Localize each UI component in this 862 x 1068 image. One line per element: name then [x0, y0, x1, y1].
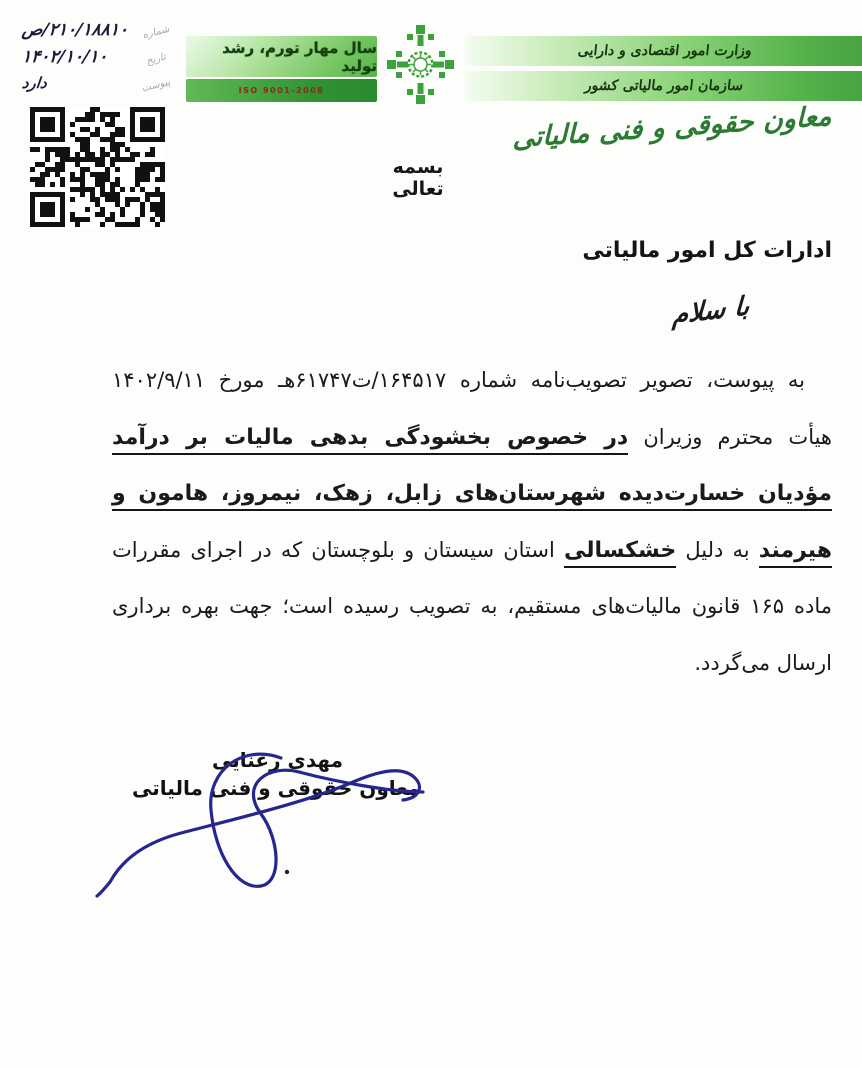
- deputy-calligraphy: معاون حقوقی و فنی مالیاتی: [512, 100, 832, 155]
- ministry-banner: [465, 36, 862, 66]
- body-segment: به دلیل: [676, 537, 759, 562]
- body-line-4: [112, 538, 832, 595]
- qr-code: [30, 107, 165, 228]
- body-segment: استان سیستان و بلوچستان که در اجرای مقررات: [112, 537, 564, 562]
- body-segment-emphasis: هیرمند: [759, 538, 832, 568]
- salutation-handwriting: با سلام: [671, 291, 751, 331]
- ref-date-row: [22, 47, 174, 67]
- body-segment: ماده ۱۶۵ قانون مالیات‌های مستقیم، به تصویب رسیده است؛ جهت بهره برداری: [112, 594, 832, 618]
- iso-badge-text: ISO 9001-2008: [238, 86, 325, 95]
- reference-block: [22, 20, 174, 99]
- tax-org-banner: [465, 71, 862, 101]
- body-segment-emphasis: در خصوص بخشودگی بدهی مالیات بر درآمد: [112, 425, 628, 455]
- body-line-6: [112, 651, 832, 708]
- ministry-banner-text: وزارت امور اقتصادی و دارایی: [575, 43, 752, 59]
- year-slogan-banner: [186, 36, 377, 77]
- ref-attachment-label: پیوست: [140, 76, 172, 95]
- body-line-2: [112, 425, 832, 482]
- ref-attachment-row: [21, 74, 174, 95]
- tax-org-banner-text: سازمان امور مالیاتی کشور: [583, 78, 744, 94]
- ref-number-value: ۲۱۰/۱۸۸۱۰/ص: [20, 20, 130, 40]
- tax-organization-logo-icon: [383, 21, 458, 108]
- body-segment-emphasis: مؤدیان خسارت‌دیده شهرستان‌های زابل، زهک، نیمروز، هامون و: [112, 481, 832, 511]
- signature-name: مهدی رعنایی: [211, 748, 344, 772]
- signature-title: معاون حقوقی و فنی مالیاتی: [132, 776, 420, 800]
- slogan-banner-group: [186, 36, 377, 102]
- org-banner-group: [465, 36, 862, 106]
- body-segment: به پیوست، تصویر تصویب‌نامه شماره ۱۶۴۵۱۷/ت۶۱۷۴۷هـ مورخ ۱۴۰۲/۹/۱۱: [112, 368, 805, 392]
- body-line-3: [112, 481, 832, 538]
- ref-date-label: تاریخ: [145, 51, 167, 68]
- recipient-title: ادارات کل امور مالیاتی: [582, 238, 832, 263]
- ref-attachment-value: دارد: [21, 74, 48, 92]
- iso-badge: [186, 79, 377, 102]
- letter-body: [112, 368, 832, 707]
- signature-block: [132, 748, 420, 800]
- ref-date-value: ۱۴۰۲/۱۰/۱۰: [20, 47, 109, 67]
- body-line-5: [112, 594, 832, 651]
- ref-number-row: [22, 20, 174, 40]
- body-segment: هیأت محترم وزیران: [628, 424, 832, 449]
- body-segment: ارسال می‌گردد.: [694, 650, 832, 675]
- basmala-text: بسمه تعالی: [392, 156, 444, 200]
- year-slogan-text: سال مهار تورم، رشد تولید: [222, 38, 377, 75]
- body-segment-emphasis: خشکسالی: [564, 538, 676, 568]
- body-line-1: [112, 368, 832, 425]
- ref-number-label: شماره: [141, 23, 171, 42]
